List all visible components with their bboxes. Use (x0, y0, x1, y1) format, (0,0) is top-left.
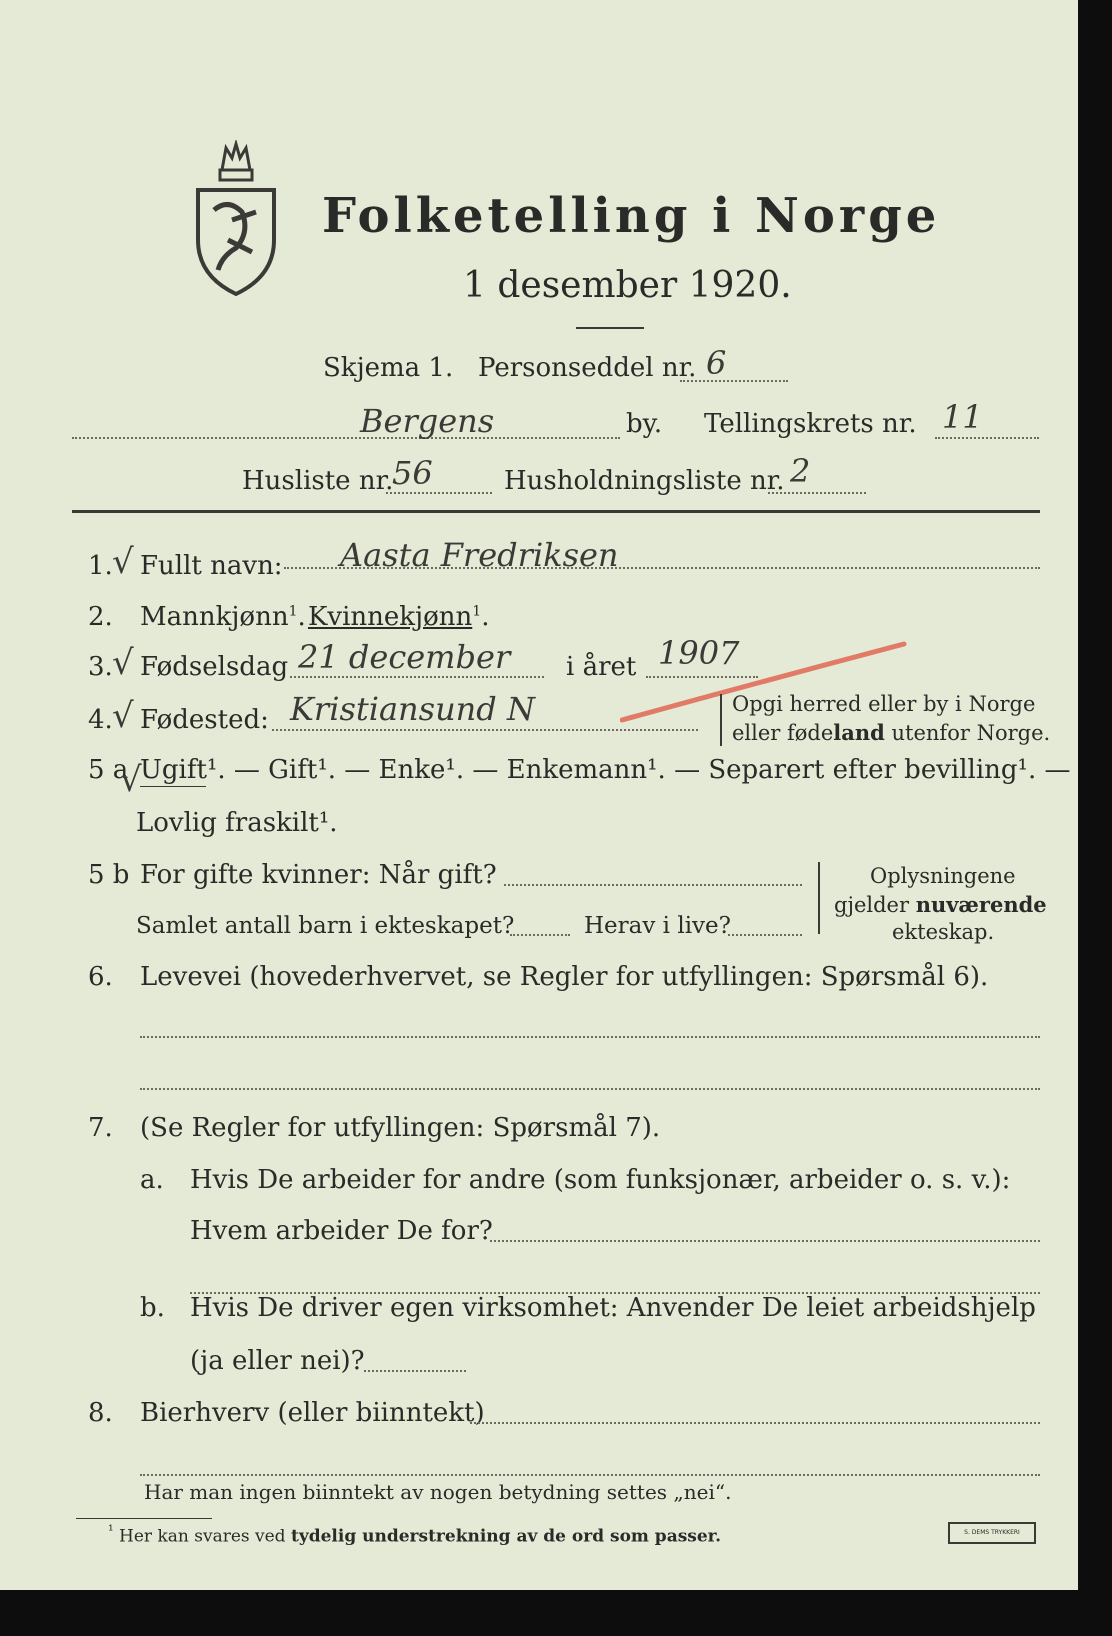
husholdning-line (768, 492, 866, 494)
q6-number: 6. (88, 962, 113, 992)
husliste-line (386, 492, 492, 494)
q7b-text2: (ja eller nei)? (190, 1346, 365, 1376)
husholdning-label: Husholdningsliste nr. (504, 466, 785, 496)
q5b-line1-fill (504, 884, 802, 886)
q4-note-line2: eller fødeland utenfor Norge. (732, 720, 1051, 745)
q7b-label: b. (140, 1293, 165, 1323)
coat-of-arms-icon (192, 140, 280, 296)
q3-label: Fødselsdag (140, 652, 289, 682)
q1-label: Fullt navn: (140, 551, 283, 581)
footer-note: Har man ingen biinntekt av nogen betydning settes „nei“. (144, 1480, 732, 1504)
q6-line1 (140, 1036, 1040, 1038)
q7a-text: Hvis De arbeider for andre (som funksjonær, arbeider o. s. v.): (190, 1165, 1011, 1195)
q2-option-female: Kvinnekjønn$^1$. (308, 602, 490, 632)
q4-check: √ (112, 696, 134, 736)
q8-text: Bierhverv (eller biinntekt) (140, 1398, 485, 1428)
q5b-children-line (510, 934, 570, 936)
q7b-line (364, 1370, 466, 1372)
tellingskrets-line (935, 437, 1039, 439)
q5a-check: √ (120, 760, 142, 800)
q5b-note3: ekteskap. (892, 920, 995, 944)
q2-option-male: Mannkjønn$^1$. (140, 602, 306, 632)
q7a-label: a. (140, 1165, 164, 1195)
q4-line (272, 729, 698, 731)
q8-line1 (470, 1422, 1040, 1424)
q8-line2 (140, 1474, 1040, 1476)
q3-year-value: 1907 (658, 634, 740, 672)
tellingskrets-label: Tellingskrets nr. (704, 409, 917, 439)
q3-check: √ (112, 643, 134, 683)
header-rule (72, 510, 1040, 513)
printer-stamp: S. DEMS TRYKKERI (948, 1522, 1036, 1544)
q4-note-line1: Opgi herred eller by i Norge (732, 692, 1036, 716)
husliste-value: 56 (392, 454, 433, 492)
q4-number: 4. (88, 705, 113, 735)
q5b-alive-line (728, 934, 802, 936)
personseddel-value: 6 (706, 344, 727, 382)
skjema-label: Skjema 1. (323, 353, 454, 383)
q2-number: 2. (88, 602, 113, 632)
q4-label: Fødested: (140, 705, 269, 735)
q7-number: 7. (88, 1113, 113, 1143)
q7-text: (Se Regler for utfyllingen: Spørsmål 7). (140, 1113, 661, 1143)
q5b-number: 5 b (88, 860, 130, 890)
footnote-rule (76, 1518, 212, 1519)
tellingskrets-value: 11 (942, 398, 983, 436)
q5b-note1: Oplysningene (870, 864, 1016, 888)
census-date: 1 desember 1920. (463, 265, 792, 306)
q5b-children-label: Samlet antall barn i ekteskapet? (136, 913, 515, 939)
q5b-note2: gjelder nuværende (834, 892, 1047, 917)
q5a-options: Ugift¹. — Gift¹. — Enke¹. — Enkemann¹. — Separert efter bevilling¹. — (140, 755, 1071, 785)
q4-value: Kristiansund N (290, 690, 535, 728)
q5a-number: 5 a (88, 755, 129, 785)
q6-text: Levevei (hovederhvervet, se Regler for utfyllingen: Spørsmål 6). (140, 962, 989, 992)
q5a-options-cont: Lovlig fraskilt¹. (136, 808, 338, 838)
q5b-note-brace (818, 862, 823, 934)
by-value: Bergens (360, 402, 495, 440)
q5a-underline (140, 786, 206, 787)
q3-number: 3. (88, 652, 113, 682)
q6-line2 (140, 1088, 1040, 1090)
q3-line (290, 676, 544, 678)
husholdning-value: 2 (790, 452, 811, 490)
personseddel-line (680, 380, 788, 382)
by-line (72, 437, 620, 439)
title-rule (576, 327, 644, 329)
q5b-line1: For gifte kvinner: Når gift? (140, 860, 497, 890)
q7a-line1 (490, 1240, 1040, 1242)
form-title: Folketelling i Norge (322, 188, 941, 244)
q1-value: Aasta Fredriksen (340, 536, 619, 574)
q3-value: 21 december (298, 638, 511, 676)
q7b-text: Hvis De driver egen virksomhet: Anvender De leiet arbeidshjelp (190, 1293, 1036, 1323)
q7a-text2: Hvem arbeider De for? (190, 1216, 493, 1246)
husliste-label: Husliste nr. (242, 466, 394, 496)
q4-note-brace (720, 694, 725, 746)
personseddel-label: Personseddel nr. (478, 353, 697, 383)
q5b-alive-label: Herav i live? (584, 913, 731, 939)
footnote: $^{^1}$ Her kan svares ved tydelig understrekning av de ord som passer. (108, 1523, 721, 1547)
q3-year-label: i året (566, 652, 637, 682)
q8-number: 8. (88, 1398, 113, 1428)
q1-number: 1. (88, 551, 113, 581)
by-label: by. (626, 409, 663, 439)
q1-check: √ (112, 542, 134, 582)
